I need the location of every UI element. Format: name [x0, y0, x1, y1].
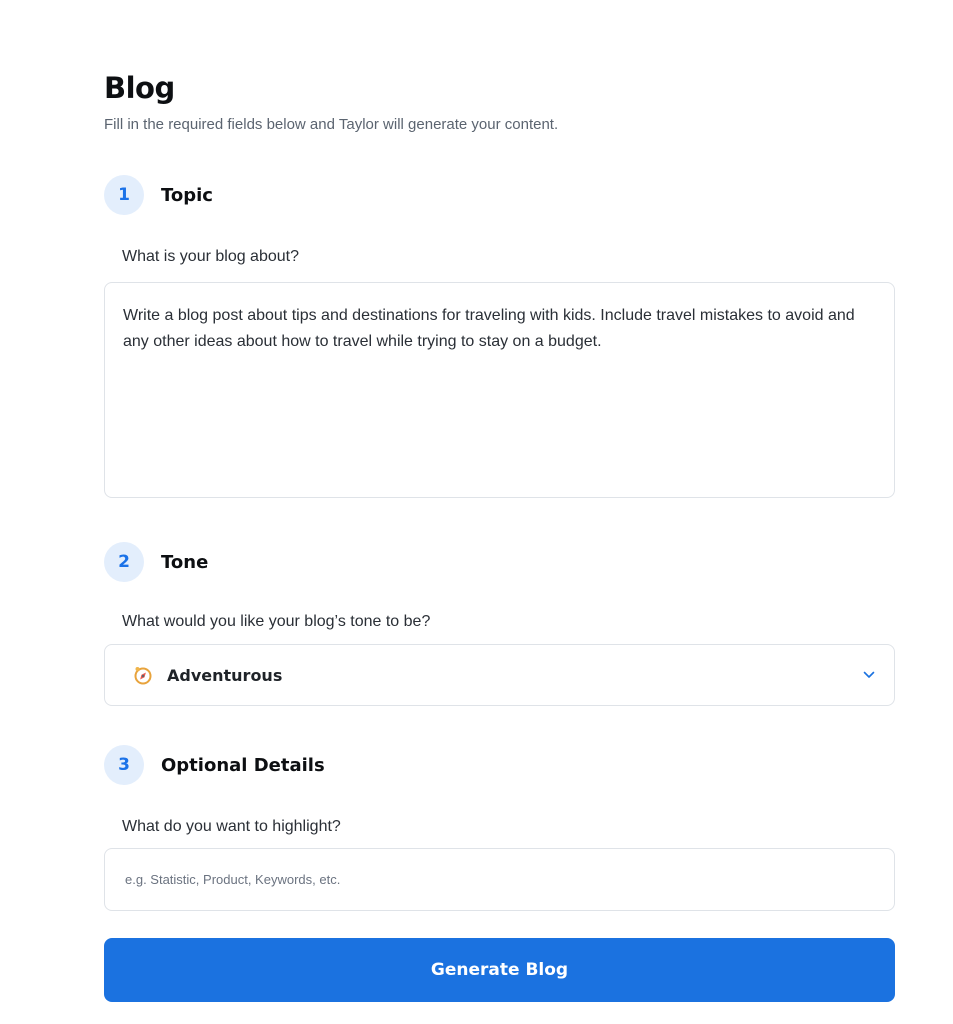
- topic-field-label: What is your blog about?: [122, 248, 299, 265]
- step-topic-header: [104, 175, 213, 215]
- page-subtitle: Fill in the required fields below and Taylor will generate your content.: [104, 116, 559, 133]
- page-title: Blog: [104, 71, 175, 105]
- topic-textarea[interactable]: Write a blog post about tips and destinations for traveling with kids. Include travel mistakes to avoid and any other ideas about how to travel while trying to stay on a budget.: [104, 282, 895, 498]
- compass-icon: [133, 665, 153, 685]
- step-details-header: [104, 745, 325, 785]
- generate-blog-button[interactable]: Generate Blog: [104, 938, 895, 1002]
- tone-selected-value: Adventurous: [167, 665, 283, 685]
- chevron-down-icon: [862, 668, 876, 682]
- tone-select[interactable]: [104, 644, 895, 706]
- step-title: Topic: [161, 184, 213, 206]
- step-number-badge: 1: [104, 175, 144, 215]
- step-title: Tone: [161, 551, 209, 573]
- step-number-badge: 2: [104, 542, 144, 582]
- step-title: Optional Details: [161, 754, 325, 776]
- tone-field-label: What would you like your blog’s tone to be?: [122, 613, 431, 630]
- step-tone-header: [104, 542, 208, 582]
- step-number-badge: 3: [104, 745, 144, 785]
- highlight-field-label: What do you want to highlight?: [122, 818, 341, 835]
- highlight-input-wrapper: [104, 848, 895, 911]
- highlight-input[interactable]: [123, 871, 876, 888]
